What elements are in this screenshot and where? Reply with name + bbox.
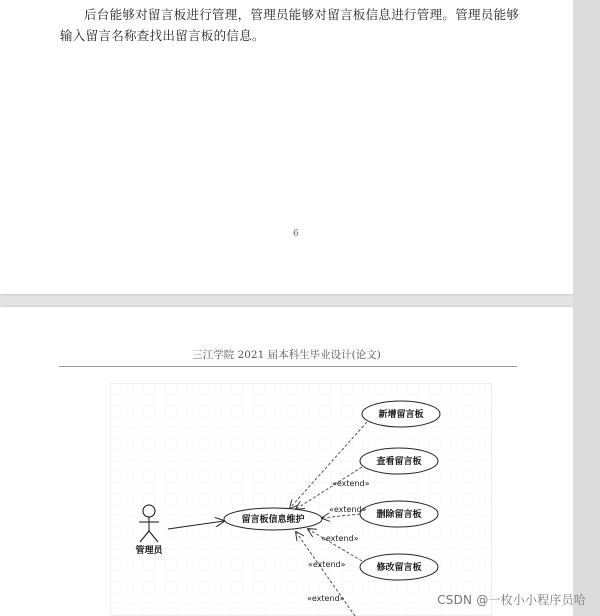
use-case-edit[interactable] <box>360 554 438 580</box>
extend-label-lower: «extend» <box>308 560 346 569</box>
vertical-scrollbar-track[interactable] <box>573 0 600 616</box>
use-case-edit-label: 修改留言板 <box>376 563 422 573</box>
use-case-main[interactable] <box>224 508 322 530</box>
body-paragraph: 后台能够对留言板进行管理，管理员能够对留言板信息进行管理。管理员能够输入留言名称查找出留言板的信息。 <box>60 7 520 43</box>
use-case-delete[interactable] <box>360 501 438 527</box>
actor-label: 管理员 <box>135 546 163 556</box>
use-case-diagram <box>110 383 492 616</box>
use-case-main-label: 留言板信息维护 <box>241 515 305 525</box>
page-number: 6 <box>293 229 299 239</box>
page-header: 三江学院 2021 届本科生毕业设计(论文) <box>192 349 381 361</box>
extend-label-view: «extend» <box>332 479 370 488</box>
extend-label-edit: «extend» <box>321 534 359 543</box>
csdn-watermark: CSDN @一枚小小程序员哈 <box>437 593 586 607</box>
use-case-add-label: 新增留言板 <box>378 410 424 420</box>
header-divider <box>59 366 517 367</box>
use-case-delete-label: 删除留言板 <box>376 510 422 520</box>
use-case-view-label: 查看留言板 <box>376 457 422 467</box>
use-case-add[interactable] <box>362 401 440 427</box>
use-case-view[interactable] <box>360 448 438 474</box>
document-page-top <box>0 0 573 294</box>
extend-label-delete: «extend» <box>329 505 367 514</box>
extend-label-offscreen: «extend» <box>307 594 345 603</box>
